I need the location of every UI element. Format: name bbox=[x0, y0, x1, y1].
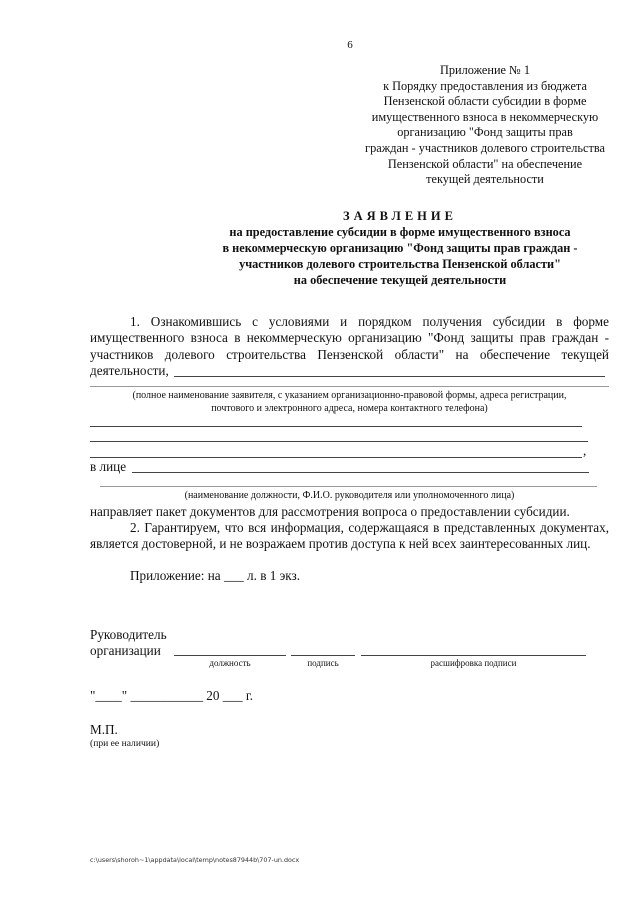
annex-line: Пензенской области субсидии в форме bbox=[383, 94, 587, 109]
caption-applicant bbox=[90, 389, 609, 415]
caption-sign: подпись bbox=[307, 658, 339, 668]
caption-line: почтового и электронного адреса, номера контактного телефона) bbox=[211, 403, 488, 414]
signature-label-1: Руководитель bbox=[90, 627, 167, 642]
title-line: участников долевого строительства Пензенской области" bbox=[239, 257, 561, 271]
sign-line[interactable] bbox=[291, 655, 355, 656]
position-line[interactable] bbox=[174, 655, 286, 656]
applicant-input-line[interactable] bbox=[90, 386, 609, 387]
caption-decode: расшифровка подписи bbox=[430, 658, 517, 668]
caption-position: должность bbox=[209, 658, 251, 668]
annex-line: имущественного взноса в некоммерческую bbox=[371, 109, 599, 124]
signature-label-2: организации bbox=[90, 643, 161, 658]
document-title bbox=[60, 208, 640, 288]
annex-line: текущей деятельности bbox=[426, 172, 544, 187]
comma: , bbox=[583, 443, 587, 458]
page-number: 6 bbox=[347, 39, 353, 51]
in-person-label: в лице bbox=[90, 459, 127, 474]
blank-line[interactable] bbox=[90, 441, 588, 442]
title-line: на предоставление субсидии в форме имущественного взноса bbox=[229, 225, 571, 239]
date-line[interactable]: "____" ___________ 20 ___ г. bbox=[90, 688, 254, 703]
paragraph-1-text: 1. Ознакомившись с условиями и порядком получения субсидии в форме имущественного взноса в некоммерческую организацию "Фонд защиты прав граждан - участников долевого строительства Пензенской области" на обеспечение текущей деятельности, bbox=[90, 314, 609, 378]
title-line: на обеспечение текущей деятельности bbox=[293, 273, 507, 287]
paragraph-2 bbox=[90, 520, 609, 553]
annex-line: Пензенской области" на обеспечение bbox=[387, 156, 583, 171]
person-input-line[interactable] bbox=[132, 472, 589, 473]
stamp-label: М.П. bbox=[90, 722, 118, 737]
annex-line: граждан - участников долевого строительства bbox=[365, 140, 605, 155]
attachment-text: Приложение: на ___ л. в 1 экз. bbox=[130, 568, 301, 583]
annex-line: к Порядку предоставления из бюджета bbox=[383, 78, 587, 93]
person-input-line[interactable] bbox=[100, 486, 597, 487]
annex-line: организацию "Фонд защиты прав bbox=[397, 125, 573, 140]
annex-block bbox=[340, 63, 630, 188]
applicant-input-line[interactable] bbox=[174, 376, 605, 377]
title-line: в некоммерческую организацию "Фонд защиты прав граждан - bbox=[222, 241, 578, 255]
stamp-note: (при ее наличии) bbox=[90, 738, 160, 749]
footer-path: c:\users\shoroh~1\appdata\local\temp\notes87944b\707-un.docx bbox=[90, 856, 300, 864]
paragraph-1 bbox=[90, 314, 609, 379]
blank-line[interactable] bbox=[90, 457, 582, 458]
paragraph-2-text: 2. Гарантируем, что вся информация, содержащаяся в представленных документах, является достоверной, и не возражаем против доступа к ней всех заинтересованных лиц. bbox=[90, 520, 609, 552]
caption-line: (полное наименование заявителя, с указанием организационно-правовой формы, адреса регистрации, bbox=[132, 390, 567, 401]
annex-line: Приложение № 1 bbox=[439, 63, 531, 77]
caption-person: (наименование должности, Ф.И.О. руководителя или уполномоченного лица) bbox=[184, 490, 515, 501]
sends-text: направляет пакет документов для рассмотрения вопроса о предоставлении субсидии. bbox=[90, 504, 570, 519]
title-heading: ЗАЯВЛЕНИЕ bbox=[343, 209, 457, 223]
decode-line[interactable] bbox=[361, 655, 586, 656]
blank-line[interactable] bbox=[90, 426, 582, 427]
